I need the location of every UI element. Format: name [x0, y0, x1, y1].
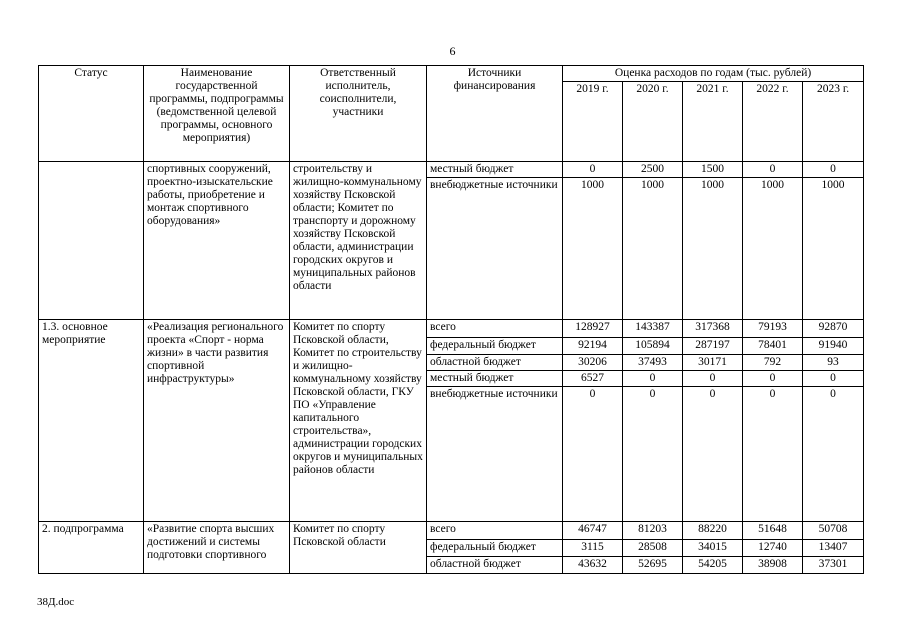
value-cell: 0	[563, 387, 623, 522]
value-cell: 0	[803, 371, 864, 387]
responsible-cell: Комитет по спорту Псковской области, Комитет по строительству и жилищно-коммунальному хозяйству Псковской области, ГКУ ПО «Управление капитального строительства», администрации городских округов и муниципальных районов области	[290, 320, 427, 522]
value-cell: 105894	[623, 338, 683, 355]
source-cell: федеральный бюджет	[427, 338, 563, 355]
value-cell: 30171	[683, 355, 743, 371]
value-cell: 79193	[743, 320, 803, 338]
value-cell: 30206	[563, 355, 623, 371]
value-cell: 37301	[803, 557, 864, 574]
value-cell: 287197	[683, 338, 743, 355]
document-filename: 38Д.doc	[37, 596, 75, 608]
value-cell: 317368	[683, 320, 743, 338]
value-cell: 2500	[623, 162, 683, 178]
source-cell: местный бюджет	[427, 162, 563, 178]
value-cell: 92194	[563, 338, 623, 355]
value-cell: 92870	[803, 320, 864, 338]
value-cell: 6527	[563, 371, 623, 387]
value-cell: 1000	[623, 178, 683, 320]
value-cell: 0	[743, 371, 803, 387]
value-cell: 143387	[623, 320, 683, 338]
program-name-cell: «Реализация регионального проекта «Спорт - норма жизни» в части развития спортивной инфраструктуры»	[144, 320, 290, 522]
source-cell: областной бюджет	[427, 355, 563, 371]
responsible-cell: строительству и жилищно-коммунальному хозяйству Псковской области; Комитет по транспорту и дорожному хозяйству Псковской области, администрации городских округов и муниципальных районов области	[290, 162, 427, 320]
value-cell: 0	[683, 387, 743, 522]
table-row	[39, 162, 864, 178]
value-cell: 78401	[743, 338, 803, 355]
value-cell: 91940	[803, 338, 864, 355]
value-cell: 12740	[743, 540, 803, 557]
header-responsible: Ответственный исполнитель, соисполнители, участники	[290, 66, 427, 162]
value-cell: 54205	[683, 557, 743, 574]
source-cell: всего	[427, 522, 563, 540]
value-cell: 0	[563, 162, 623, 178]
value-cell: 0	[803, 162, 864, 178]
value-cell: 1000	[683, 178, 743, 320]
value-cell: 88220	[683, 522, 743, 540]
budget-table	[38, 65, 864, 574]
source-cell: внебюджетные источники	[427, 387, 563, 522]
value-cell: 93	[803, 355, 864, 371]
value-cell: 0	[623, 387, 683, 522]
source-cell: местный бюджет	[427, 371, 563, 387]
source-cell: всего	[427, 320, 563, 338]
value-cell: 3115	[563, 540, 623, 557]
value-cell: 128927	[563, 320, 623, 338]
source-cell: областной бюджет	[427, 557, 563, 574]
value-cell: 34015	[683, 540, 743, 557]
header-name: Наименование государственной программы, подпрограммы (ведомственной целевой программы, основного мероприятия)	[144, 66, 290, 162]
value-cell: 0	[743, 387, 803, 522]
header-estimate: Оценка расходов по годам (тыс. рублей)	[563, 66, 864, 82]
header-status: Статус	[39, 66, 144, 162]
responsible-cell: Комитет по спорту Псковской области	[290, 522, 427, 574]
header-year: 2022 г.	[743, 82, 803, 162]
header-year: 2023 г.	[803, 82, 864, 162]
status-cell: 1.3. основное мероприятие	[39, 320, 144, 522]
value-cell: 81203	[623, 522, 683, 540]
value-cell: 0	[623, 371, 683, 387]
header-year: 2020 г.	[623, 82, 683, 162]
value-cell: 1000	[563, 178, 623, 320]
table-row	[39, 320, 864, 338]
value-cell: 50708	[803, 522, 864, 540]
header-year: 2019 г.	[563, 82, 623, 162]
header-year: 2021 г.	[683, 82, 743, 162]
source-cell: федеральный бюджет	[427, 540, 563, 557]
value-cell: 1000	[743, 178, 803, 320]
value-cell: 52695	[623, 557, 683, 574]
value-cell: 1500	[683, 162, 743, 178]
page-number: 6	[449, 44, 456, 58]
value-cell: 38908	[743, 557, 803, 574]
program-name-cell: спортивных сооружений, проектно-изыскательские работы, приобретение и монтаж спортивного оборудования»	[144, 162, 290, 320]
value-cell: 28508	[623, 540, 683, 557]
source-cell: внебюджетные источники	[427, 178, 563, 320]
value-cell: 0	[743, 162, 803, 178]
value-cell: 43632	[563, 557, 623, 574]
value-cell: 37493	[623, 355, 683, 371]
value-cell: 46747	[563, 522, 623, 540]
value-cell: 0	[683, 371, 743, 387]
value-cell: 0	[803, 387, 864, 522]
status-cell: 2. подпрограмма	[39, 522, 144, 574]
status-cell	[39, 162, 144, 320]
value-cell: 792	[743, 355, 803, 371]
header-sources: Источники финансирования	[427, 66, 563, 162]
value-cell: 51648	[743, 522, 803, 540]
value-cell: 13407	[803, 540, 864, 557]
table-row	[39, 522, 864, 540]
program-name-cell: «Развитие спорта высших достижений и системы подготовки спортивного	[144, 522, 290, 574]
value-cell: 1000	[803, 178, 864, 320]
